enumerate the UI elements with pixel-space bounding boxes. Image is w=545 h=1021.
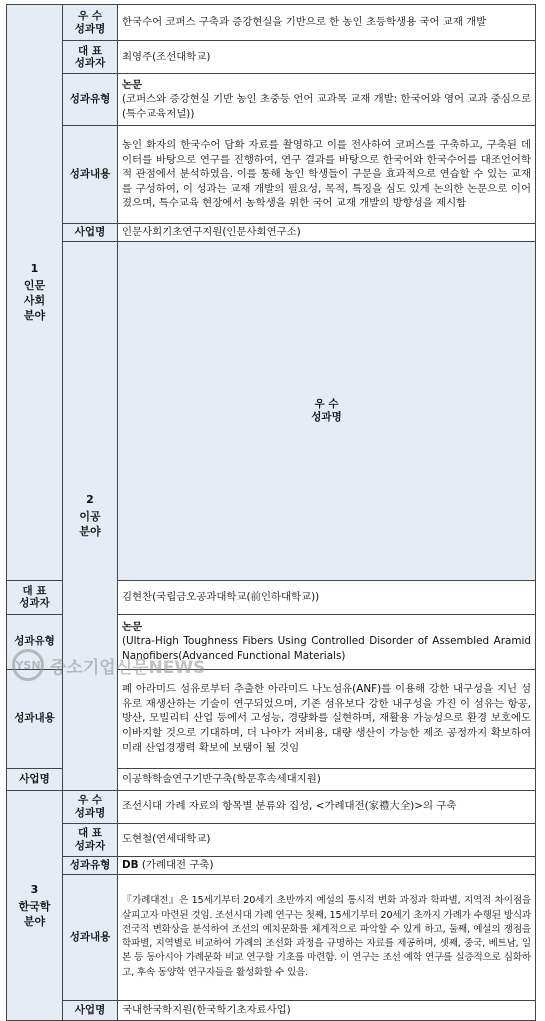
row3-person-row [7, 823, 536, 856]
label-best-title: 우 수 성과명 [63, 5, 118, 41]
row1-type [118, 74, 536, 126]
row2-type [118, 614, 536, 669]
row2-project: 이공학학술연구기반구축(학문후속세대지원) [118, 768, 536, 790]
row3-type-row [7, 856, 536, 874]
label-project: 사업명 [7, 768, 63, 790]
row1-project-row [7, 224, 536, 242]
row1-title: 한국수어 코퍼스 구축과 증강현실을 기반으로 한 농인 초등학생용 국어 교재 개발 [118, 5, 536, 41]
row1-project: 인문사회기초연구지원(인문사회연구소) [118, 224, 536, 242]
label-project: 사업명 [63, 1000, 118, 1020]
watermark-text: 중소기업신문NEWS [50, 657, 206, 678]
category-3-cell [7, 790, 63, 1020]
row3-project: 국내한국학지원(한국학기초자료사업) [118, 1000, 536, 1020]
category-1-name-line2: 사회 [23, 294, 46, 308]
row2-type-main: 논문 [122, 620, 143, 633]
row1-content-row [7, 126, 536, 224]
row3-content: 『가례대전』은 15세기부터 20세기 초반까지 예설의 통시적 변화 과정과 학파별, 지역적 차이점을 살피고자 마련된 것임. 조선시대 가례 연구는 첫째, 15세기부터 20세기 초까지 가례가 수행된 방식과 전국적 변화상을 분석하여 조선의 예치문화를 체계적으로 파악할 수 있게 하고, 둘째, 예설의 쟁점을 학파별, 지역별로 비교하여 가례의 조선화 과정을 규명하는 자료를 제공하며, 셋째, 중국, 베트남, 일본 등 동아시아 가례문화 비교 연구할 기초를 마련함. 이 연구는 조선 예학 연구를 실증적으로 심화하고, 후속 동양학 연구자들을 활성화할 수 있음. [118, 874, 536, 1000]
row3-type-main: DB [122, 858, 139, 871]
category-2-name-line2: 분야 [79, 525, 101, 539]
category-2-name-line1: 이공 [79, 510, 101, 524]
label-representative: 대 표 성과자 [63, 41, 118, 74]
row2-title-row [7, 242, 536, 581]
category-1-name-line1: 인문 [23, 279, 46, 293]
row1-type-main: 논문 [122, 78, 143, 91]
label-type: 성과유형 [7, 614, 63, 669]
row3-type [118, 856, 536, 874]
label-representative: 대 표 성과자 [7, 580, 63, 614]
row3-title-row [7, 790, 536, 823]
row1-content: 농인 화자의 한국수어 담화 자료를 촬영하고 이를 전사하여 코퍼스를 구축하고, 구축된 데이터를 바탕으로 연구를 진행하여, 연구 결과를 바탕으로 한국어와 한국수어를 대조언어학적 관점에서 분석하였음. 이를 통해 농인 학생들이 구문을 효과적으로 연습할 수 있는 교재를 구성하여, 이 성과는 교재 개발의 필요성, 목적, 특징을 심도 있게 논의한 논문으로 이어졌으며, 특수교육 현장에서 농학생을 위한 국어 교재 개발의 방향성을 제시함 [118, 126, 536, 224]
row3-project-row [7, 1000, 536, 1020]
label-best-title: 우 수 성과명 [118, 242, 536, 581]
label-content: 성과내용 [63, 126, 118, 224]
row1-person: 최영주(조선대학교) [118, 41, 536, 74]
category-1-name-line3: 분야 [23, 309, 46, 323]
label-project: 사업명 [63, 224, 118, 242]
label-representative: 대 표 성과자 [63, 823, 118, 856]
label-best-title: 우 수 성과명 [63, 790, 118, 823]
row3-person: 도현철(연세대학교) [118, 823, 536, 856]
row1-type-detail: (코퍼스와 증강현실 기반 농인 초중등 언어 교과목 교재 개발: 한국어와 영어 교과 중심으로(특수교육저널)) [122, 93, 531, 120]
achievement-table [6, 4, 536, 1021]
category-1-cell [7, 5, 63, 581]
category-3-number: 3 [30, 882, 39, 896]
row2-content: 폐 아라미드 섬유로부터 추출한 아라미드 나노섬유(ANF)를 이용해 강한 내구성을 지닌 섬유로 재생산하는 기술이 연구되었으며, 기존 섬유보다 강한 내구성을 가진 이 섬유는 항공, 방산, 모빌리티 산업 등에서 고성능, 경량화를 실현하며, 재활용 가능성으로 환경 보호에도 이바지할 것으로 기대하며, 더 나아가 저비용, 대량 생산이 가능한 제조 공정까지 확보하여 미래 산업경쟁력 확보에 보탬이 될 것임 [118, 669, 536, 768]
category-1-number: 1 [30, 262, 39, 276]
row1-type-row [7, 74, 536, 126]
row3-type-detail: (가례대전 구축) [141, 858, 214, 871]
row1-person-row [7, 41, 536, 74]
row3-title: 조선시대 가례 자료의 항목별 분류와 집성, <가례대전(家禮大全)>의 구축 [118, 790, 536, 823]
row1-title-row [7, 5, 536, 41]
label-type: 성과유형 [63, 74, 118, 126]
row2-person: 김현찬(국립금오공과대학교(前인하대학교)) [118, 580, 536, 614]
watermark-logo: YSN [12, 649, 44, 681]
row3-content-row [7, 874, 536, 1000]
category-3-name-line1: 한국학 [18, 899, 51, 913]
label-type: 성과유형 [63, 856, 118, 874]
row2-type-detail: (Ultra-High Toughness Fibers Using Controlled Disorder of Assembled Aramid Nanofibers(Advanced Functional Materials) [122, 635, 531, 662]
label-content: 성과내용 [63, 874, 118, 1000]
label-content: 성과내용 [7, 669, 63, 768]
category-3-name-line2: 분야 [23, 914, 46, 928]
category-2-cell [63, 242, 118, 791]
category-2-number: 2 [86, 493, 94, 507]
